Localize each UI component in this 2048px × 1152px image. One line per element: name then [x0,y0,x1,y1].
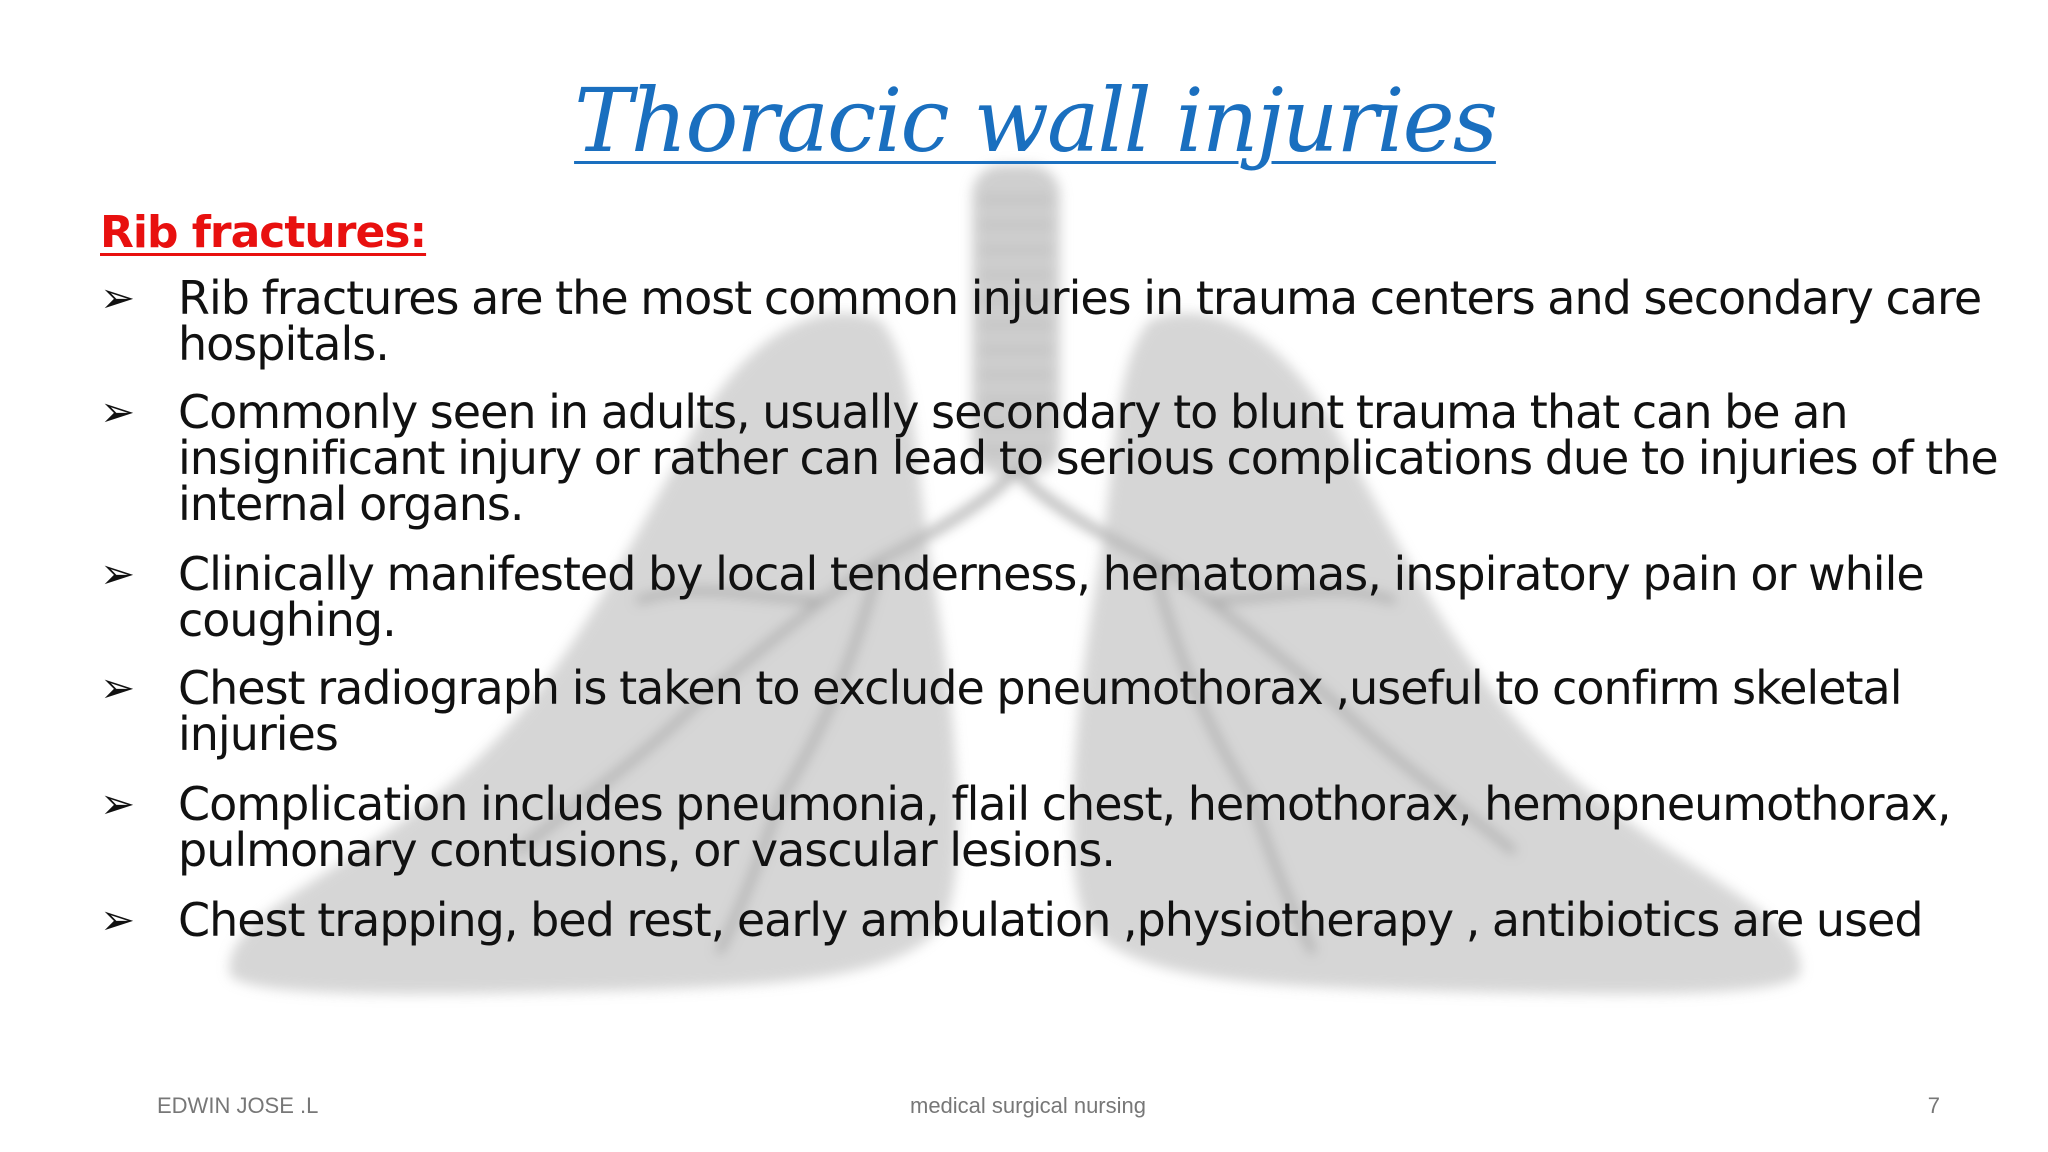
bullet-item [100,661,2000,761]
bullet-item [100,777,2000,877]
bullet-text: Commonly seen in adults, usually secondary to blunt trauma that can be an insignificant injury or rather can lead to serious complications due to injuries of the internal organs. [178,385,1998,531]
bullet-item [100,385,2000,531]
bullet-text: Clinically manifested by local tenderness, hematomas, inspiratory pain or while coughing. [178,547,1924,647]
bullet-text: Complication includes pneumonia, flail chest, hemothorax, hemopneumothorax, pulmonary contusions, or vascular lesions. [178,777,1951,877]
bullet-text: Chest radiograph is taken to exclude pneumothorax ,useful to confirm skeletal injuries [178,661,1902,761]
section-heading: Rib fractures: [100,207,427,258]
slide-title: Thoracic wall injuries [574,69,1496,172]
bullet-item [100,893,2000,947]
footer-page-number: 7 [1927,1093,1940,1118]
bullet-list [100,271,2000,947]
bullet-item [100,547,2000,647]
arrowhead-bullet-icon: ➢ [100,273,135,322]
bullet-text: Rib fractures are the most common injuries in trauma centers and secondary care hospitals. [178,271,1982,371]
arrowhead-bullet-icon: ➢ [100,387,135,436]
arrowhead-bullet-icon: ➢ [100,663,135,712]
arrowhead-bullet-icon: ➢ [100,895,135,944]
footer-author: EDWIN JOSE .L [157,1093,319,1118]
arrowhead-bullet-icon: ➢ [100,549,135,598]
bullet-item [100,271,2000,371]
arrowhead-bullet-icon: ➢ [100,779,135,828]
footer-subject: medical surgical nursing [910,1093,1146,1118]
bullet-text: Chest trapping, bed rest, early ambulation ,physiotherapy , antibiotics are used [178,893,1923,947]
